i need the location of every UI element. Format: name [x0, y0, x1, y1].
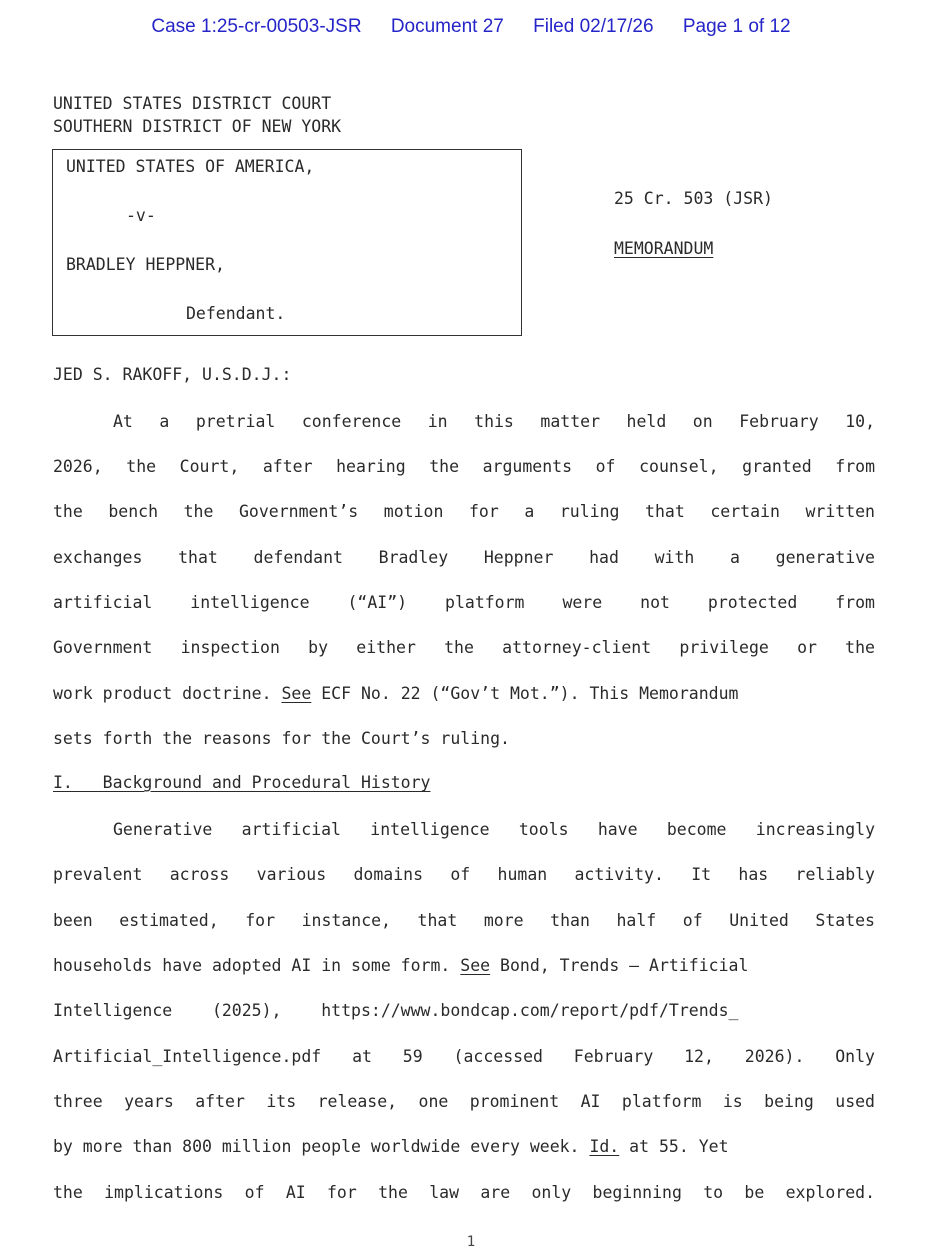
- text-run: at 55. Yet: [619, 1137, 729, 1156]
- filed-date: Filed 02/17/26: [533, 16, 654, 37]
- paragraph-line: 2026, the Court, after hearing the arguments of counsel, granted from: [53, 457, 875, 476]
- paragraph-line: been estimated, for instance, that more than half of United States: [53, 911, 875, 930]
- paragraph-line: [53, 684, 875, 704]
- judge-signature-line: JED S. RAKOFF, U.S.D.J.:: [53, 365, 292, 384]
- paragraph-line: three years after its release, one prominent AI platform is being used: [53, 1092, 875, 1111]
- document-title: MEMORANDUM: [614, 239, 714, 258]
- defendant-role: Defendant.: [186, 304, 286, 323]
- citation-signal: See: [281, 684, 312, 703]
- paragraph-line: the implications of AI for the law are only beginning to be explored.: [53, 1183, 875, 1202]
- versus-label: -v-: [126, 206, 156, 225]
- paragraph-line: Government inspection by either the attorney-client privilege or the: [53, 638, 875, 657]
- defendant-name: BRADLEY HEPPNER,: [66, 255, 225, 274]
- paragraph-line: [53, 956, 875, 976]
- text-run: households have adopted AI in some form.: [53, 956, 461, 975]
- plaintiff-name: UNITED STATES OF AMERICA,: [66, 157, 315, 176]
- court-district-line: SOUTHERN DISTRICT OF NEW YORK: [53, 117, 342, 136]
- section-heading: I. Background and Procedural History: [53, 773, 431, 792]
- paragraph-line: artificial intelligence (“AI”) platform were not protected from: [53, 593, 875, 612]
- citation-signal: See: [460, 956, 491, 975]
- citation-signal: Id.: [589, 1137, 620, 1156]
- document-number: Document 27: [390, 16, 504, 37]
- docket-number: 25 Cr. 503 (JSR): [614, 189, 773, 208]
- page-indicator: Page 1 of 12: [682, 16, 791, 37]
- paragraph-line: sets forth the reasons for the Court’s ruling.: [53, 729, 510, 748]
- paragraph-line: At a pretrial conference in this matter held on February 10,: [113, 412, 875, 431]
- case-number: Case 1:25-cr-00503-JSR: [151, 16, 362, 37]
- ecf-filing-header: [0, 16, 942, 38]
- paragraph-line: exchanges that defendant Bradley Heppner had with a generative: [53, 548, 875, 567]
- court-name: [53, 92, 341, 138]
- paragraph-line: prevalent across various domains of human activity. It has reliably: [53, 865, 875, 884]
- court-name-line: UNITED STATES DISTRICT COURT: [53, 94, 332, 113]
- paragraph-line: Intelligence (2025), https://www.bondcap.com/report/pdf/Trends_: [53, 1001, 739, 1020]
- page-number: 1: [466, 1234, 476, 1250]
- text-run: work product doctrine.: [53, 684, 282, 703]
- text-run: Bond, Trends – Artificial: [490, 956, 749, 975]
- case-caption-box: [52, 149, 522, 336]
- paragraph-line: Artificial_Intelligence.pdf at 59 (accessed February 12, 2026). Only: [53, 1047, 875, 1066]
- paragraph-line: Generative artificial intelligence tools have become increasingly: [113, 820, 875, 839]
- paragraph-line: the bench the Government’s motion for a ruling that certain written: [53, 502, 875, 521]
- text-run: by more than 800 million people worldwide every week.: [53, 1137, 590, 1156]
- paragraph-line: [53, 1137, 875, 1157]
- text-run: ECF No. 22 (“Gov’t Mot.”). This Memorandum: [311, 684, 739, 703]
